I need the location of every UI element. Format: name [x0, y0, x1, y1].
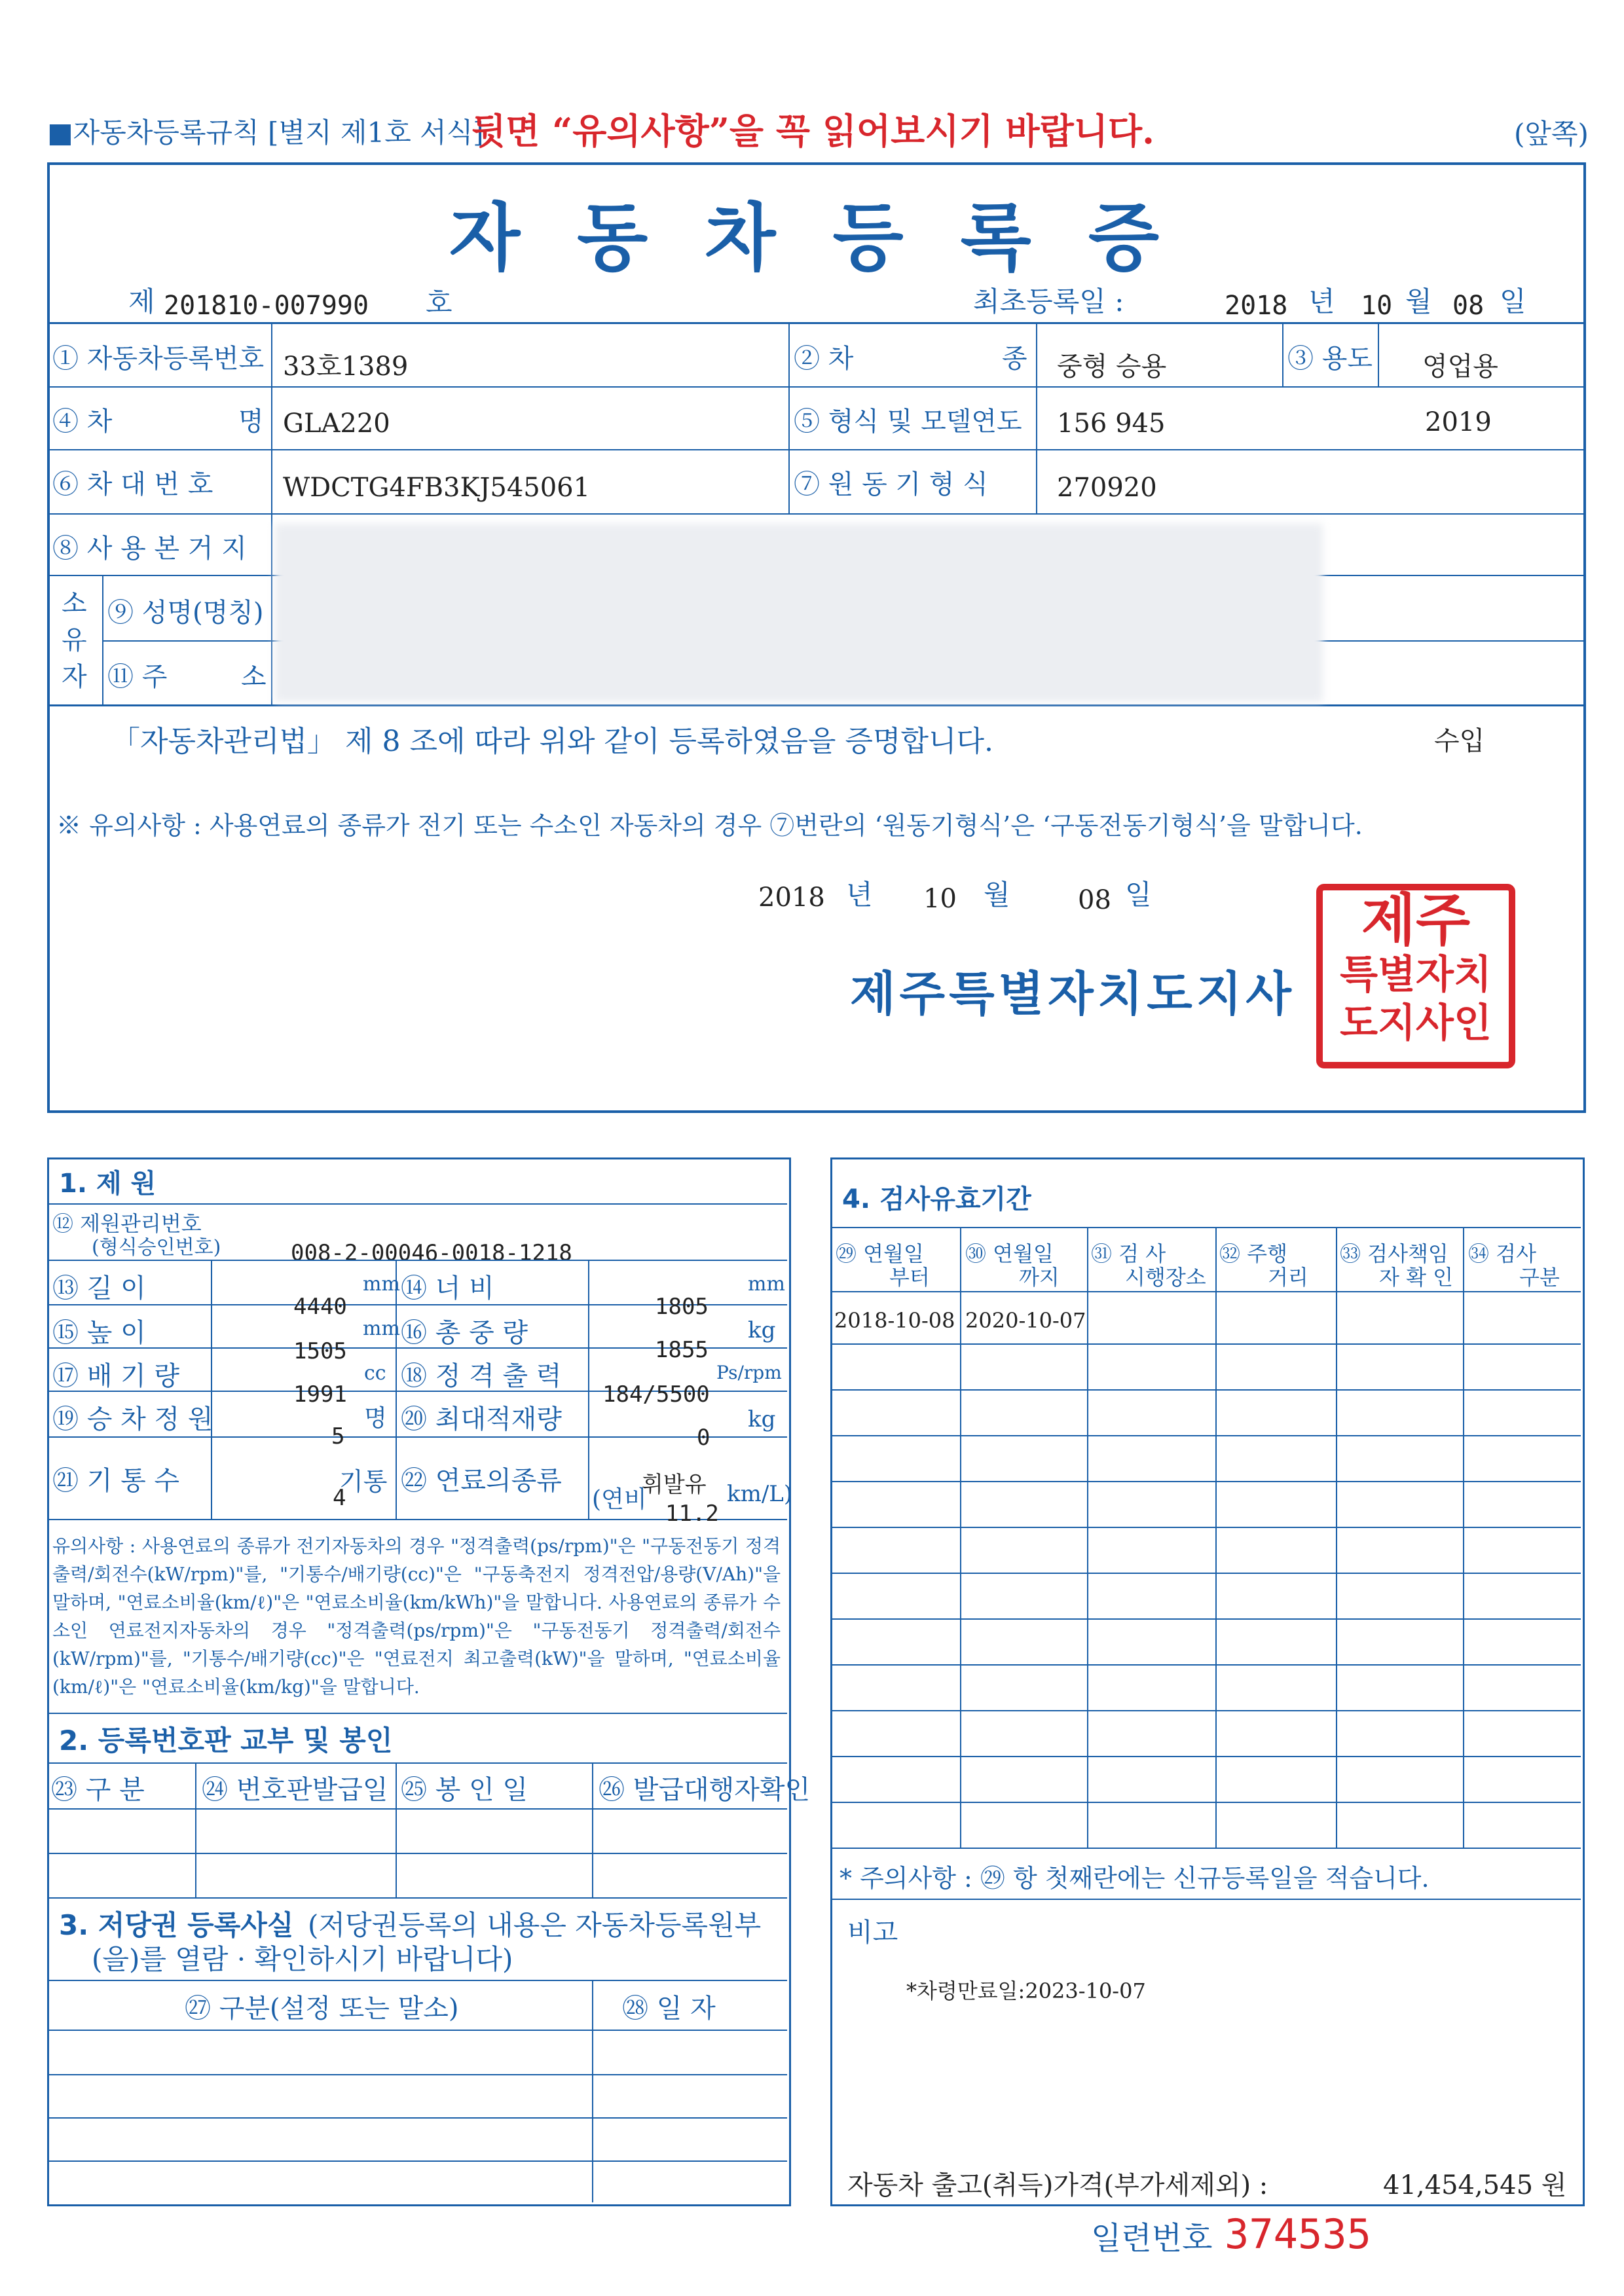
power-unit: Ps/rpm [716, 1362, 782, 1383]
grid-line [830, 1481, 1581, 1482]
seal-line-1: 제주 [1361, 888, 1471, 953]
grid-line [830, 1848, 1581, 1849]
inspection-caution: * 주의사항 : ㉙ 항 첫째란에는 신규등록일을 적습니다. [840, 1864, 1430, 1893]
grid-line [788, 322, 790, 513]
base-location-label: ⑧ 사 용 본 거 지 [52, 534, 247, 564]
grid-line [830, 1618, 1581, 1620]
grid-line [592, 1762, 593, 1897]
inspection-row1-to: 2020-10-07 [965, 1308, 1086, 1333]
grid-line [47, 1980, 787, 1981]
grid-line [47, 704, 1583, 706]
issuer-name: 제주특별자치도지사 [850, 966, 1295, 1021]
grid-line [47, 1713, 787, 1714]
liens-section-title: 3. 저당권 등록사실 [59, 1909, 294, 1941]
inspection-col-resp-a: ㉝ 검사책임 [1340, 1241, 1449, 1266]
plates-col-seal-date: ㉕ 봉 인 일 [401, 1775, 528, 1805]
grid-line [47, 2074, 787, 2075]
max-load: 0 [697, 1425, 710, 1451]
liens-section-note-a: (저당권등록의 내용은 자동차등록원부 [308, 1909, 762, 1941]
inspection-col-place-b: 시행장소 [1125, 1265, 1206, 1290]
vehicle-type-label-b: 종 [1002, 344, 1027, 374]
year-unit: 년 [1308, 285, 1335, 318]
seal-line-2: 특별자치 [1340, 952, 1492, 998]
grid-line [830, 1343, 1581, 1345]
length: 4440 [293, 1294, 347, 1320]
length-label: ⑬ 길 이 [52, 1273, 146, 1303]
number-suffix: 호 [426, 287, 452, 319]
width: 1805 [655, 1294, 709, 1320]
grid-line [47, 1436, 787, 1438]
grid-line [1336, 1227, 1337, 1848]
day-unit: 일 [1500, 285, 1526, 318]
usage-label: ③ 용도 [1287, 344, 1373, 374]
grid-line [830, 1389, 1581, 1391]
vehicle-name: GLA220 [283, 409, 390, 439]
engine-label: ⑦ 원 동 기 형 식 [794, 469, 988, 500]
fuel-efficiency-open: (연비 [592, 1486, 647, 1513]
registration-number-label: ① 자동차등록번호 [52, 344, 265, 374]
inspection-col-to-a: ㉚ 연월일 [965, 1241, 1054, 1266]
fuel-type: 휘발유 [642, 1472, 707, 1498]
vin-label: ⑥ 차 대 번 호 [52, 469, 213, 500]
grid-line [830, 1573, 1581, 1574]
plates-col-category: ㉓ 구 분 [51, 1775, 145, 1805]
grid-line [47, 322, 1583, 324]
power-label: ⑱ 정 격 출 력 [401, 1361, 562, 1391]
page-side: (앞쪽) [1514, 118, 1589, 150]
inspection-col-type-a: ㉞ 검사 [1468, 1241, 1536, 1266]
grid-line [47, 513, 1583, 515]
grid-line [1087, 1227, 1088, 1848]
inspection-section-title: 4. 검사유효기간 [842, 1184, 1031, 1214]
inspection-col-from-b: 부터 [889, 1265, 930, 1290]
grid-line [830, 1710, 1581, 1711]
model-label: ⑤ 형식 및 모델연도 [794, 407, 1022, 437]
import-label: 수입 [1434, 726, 1485, 756]
grid-line [1463, 1227, 1464, 1848]
grid-line [47, 386, 1583, 388]
grid-line [47, 1260, 787, 1261]
seats-unit: 명 [364, 1405, 387, 1432]
weight-label: ⑯ 총 중 량 [401, 1318, 528, 1348]
width-unit: mm [748, 1273, 785, 1296]
remarks: *차령만료일:2023-10-07 [906, 1978, 1146, 2003]
grid-line [960, 1227, 961, 1848]
certification-statement: 「자동차관리법」 제 8 조에 따라 위와 같이 등록하였음을 증명합니다. [111, 725, 993, 758]
max-load-unit: kg [748, 1406, 776, 1432]
height-unit: mm [363, 1317, 400, 1340]
displacement-unit: cc [364, 1362, 386, 1385]
displacement-label: ⑰ 배 기 량 [52, 1361, 180, 1391]
grid-line [102, 575, 103, 704]
issue-year: 2018 [758, 883, 825, 913]
remarks-label: 비고 [847, 1918, 898, 1948]
issue-month-unit: 월 [984, 879, 1010, 911]
first-registration-month: 10 [1361, 291, 1393, 321]
rated-power: 184/5500 [602, 1381, 710, 1408]
first-registration-label: 최초등록일 : [973, 285, 1124, 318]
inspection-col-resp-b: 자 확 인 [1379, 1265, 1454, 1290]
length-unit: mm [363, 1273, 400, 1296]
grid-line [47, 1853, 787, 1854]
grid-line [830, 1527, 1581, 1528]
weight: 1855 [655, 1337, 709, 1363]
number-prefix: 제 [128, 285, 155, 318]
grid-line [271, 322, 272, 704]
model-year: 2019 [1425, 407, 1492, 437]
grid-line [592, 1980, 593, 2202]
weight-unit: kg [748, 1317, 776, 1343]
grid-line [47, 2160, 787, 2162]
grid-line [830, 1899, 1581, 1900]
grid-line [396, 1762, 397, 1897]
grid-line [1378, 322, 1379, 386]
spec-number-sublabel: (형식승인번호) [92, 1236, 221, 1259]
owner-name-label: ⑨ 성명(명칭) [107, 598, 264, 628]
month-unit: 월 [1405, 285, 1432, 318]
spec-number: 008-2-00046-0018-1218 [291, 1240, 572, 1266]
inspection-col-from-a: ㉙ 연월일 [836, 1241, 924, 1266]
inspection-row1-from: 2018-10-08 [834, 1308, 955, 1333]
first-registration-year: 2018 [1225, 291, 1288, 321]
grid-line [830, 1227, 1581, 1228]
inspection-col-km-a: ㉜ 주행 [1219, 1241, 1287, 1266]
displacement: 1991 [293, 1381, 347, 1408]
seal-line-3: 도지사인 [1340, 1000, 1492, 1046]
fuel-efficiency-unit: km/L) [727, 1481, 793, 1507]
certificate-number: 201810-007990 [164, 291, 369, 321]
issue-year-unit: 년 [846, 879, 873, 911]
vehicle-type-label-a: ② 차 [794, 344, 854, 374]
grid-line [47, 1762, 787, 1764]
usage: 영업용 [1422, 352, 1498, 382]
fuel-efficiency: 11.2 [665, 1501, 719, 1527]
serial-label: 일련번호 [1091, 2220, 1213, 2257]
grid-line [396, 1260, 397, 1519]
engine-type: 270920 [1057, 473, 1157, 503]
liens-section-note-b: (을)를 열람 · 확인하시기 바랍니다) [92, 1943, 513, 1975]
owner-address-label-b: 소 [241, 662, 267, 692]
form-reference: ■자동차등록규칙 [별지 제1호 서식] [47, 117, 484, 149]
vin: WDCTG4FB3KJ545061 [283, 473, 591, 503]
width-label: ⑭ 너 비 [401, 1273, 494, 1303]
grid-line [47, 2030, 787, 2031]
fuel-label: ㉒ 연료의종류 [401, 1466, 562, 1496]
grid-line [830, 1756, 1581, 1757]
grid-line [830, 1664, 1581, 1666]
issue-day: 08 [1078, 885, 1111, 915]
first-registration-day: 08 [1452, 291, 1485, 321]
cylinders: 4 [333, 1485, 346, 1511]
plates-col-agent: ㉖ 발급대행자확인 [599, 1775, 811, 1805]
grid-line [47, 1808, 787, 1810]
grid-line [588, 1260, 589, 1519]
issue-month: 10 [923, 884, 957, 914]
inspection-col-place-a: ㉛ 검 사 [1091, 1241, 1166, 1266]
inspection-col-km-b: 거리 [1268, 1265, 1308, 1290]
cylinders-unit: 기통 [339, 1467, 388, 1496]
certificate-title: 자 동 차 등 록 증 [449, 196, 1175, 281]
registration-number: 33호1389 [283, 352, 409, 382]
owner-side-label: 소유자 [62, 589, 87, 692]
spec-number-label: ⑫ 제원관리번호 [52, 1211, 202, 1236]
grid-line [47, 1203, 787, 1205]
inspection-col-to-b: 까지 [1019, 1265, 1060, 1290]
grid-line [830, 1435, 1581, 1436]
plates-section-title: 2. 등록번호판 교부 및 봉인 [59, 1724, 393, 1757]
price: 41,454,545 원 [1383, 2170, 1567, 2200]
cylinders-label: ㉑ 기 통 수 [52, 1466, 180, 1496]
height-label: ⑮ 높 이 [52, 1318, 146, 1348]
max-load-label: ⑳ 최대적재량 [401, 1404, 562, 1434]
grid-line [47, 1897, 787, 1899]
grid-line [830, 1802, 1581, 1803]
official-seal [1316, 884, 1515, 1068]
grid-line [830, 1291, 1581, 1292]
owner-address-label-a: ⑪ 주 [107, 662, 168, 692]
vehicle-name-label-a: ④ 차 [52, 407, 113, 437]
grid-line [47, 2117, 787, 2119]
plates-col-issue-date: ㉔ 번호판발급일 [202, 1775, 388, 1805]
height: 1505 [293, 1338, 347, 1364]
notice-heading: 뒷면 “유의사항”을 꼭 읽어보시기 바랍니다. [471, 110, 1154, 152]
redacted-area [275, 524, 1323, 702]
issue-day-unit: 일 [1125, 879, 1152, 911]
grid-line [195, 1762, 196, 1897]
seats: 5 [331, 1423, 345, 1449]
liens-col-date: ㉘ 일 자 [622, 1994, 716, 2024]
grid-line [1036, 322, 1037, 513]
price-label: 자동차 출고(취득)가격(부가세제외) : [847, 2170, 1268, 2200]
specs-notice: 유의사항 : 사용연료의 종류가 전기자동차의 경우 "정격출력(ps/rpm)"은 "구동전동기 정격출력/회전수(kW/rpm)"를, "기통수/배기량(cc)"은 "구동축전지 정격전압/용량(V/Ah)"을 말하며, "연료소비율(km/ℓ)"은 "연료소비율(km/kWh)"을 말합니다. 사용연료의 종류가 수소인 연료전지자동차의 경우 "정격출력(ps/rpm)"은 "구동전동기 정격출력/회전수(kW/rpm)"를, "기통수/배기량(cc)"은 "연료전지 최고출력(kW)"을 말하며, "연료소비율(km/ℓ)"은 "연료소비율(km/kg)"을 말합니다. [52, 1535, 781, 1698]
liens-col-category: ㉗ 구분(설정 또는 말소) [185, 1994, 459, 2024]
serial-number: 374535 [1225, 2210, 1371, 2258]
vehicle-type: 중형 승용 [1057, 352, 1167, 382]
fuel-notice: ※ 유의사항 : 사용연료의 종류가 전기 또는 수소인 자동차의 경우 ⑦번란의 ‘원동기형식’은 ‘구동전동기형식’을 말합니다. [56, 811, 1363, 840]
seats-label: ⑲ 승 차 정 원 [52, 1404, 213, 1434]
grid-line [47, 449, 1583, 450]
specs-section-title: 1. 제 원 [59, 1169, 157, 1199]
grid-line [1215, 1227, 1217, 1848]
grid-line [1282, 322, 1283, 386]
model: 156 945 [1057, 409, 1166, 439]
inspection-col-type-b: 구분 [1519, 1265, 1560, 1290]
grid-line [211, 1260, 212, 1519]
vehicle-name-label-b: 명 [238, 407, 264, 437]
